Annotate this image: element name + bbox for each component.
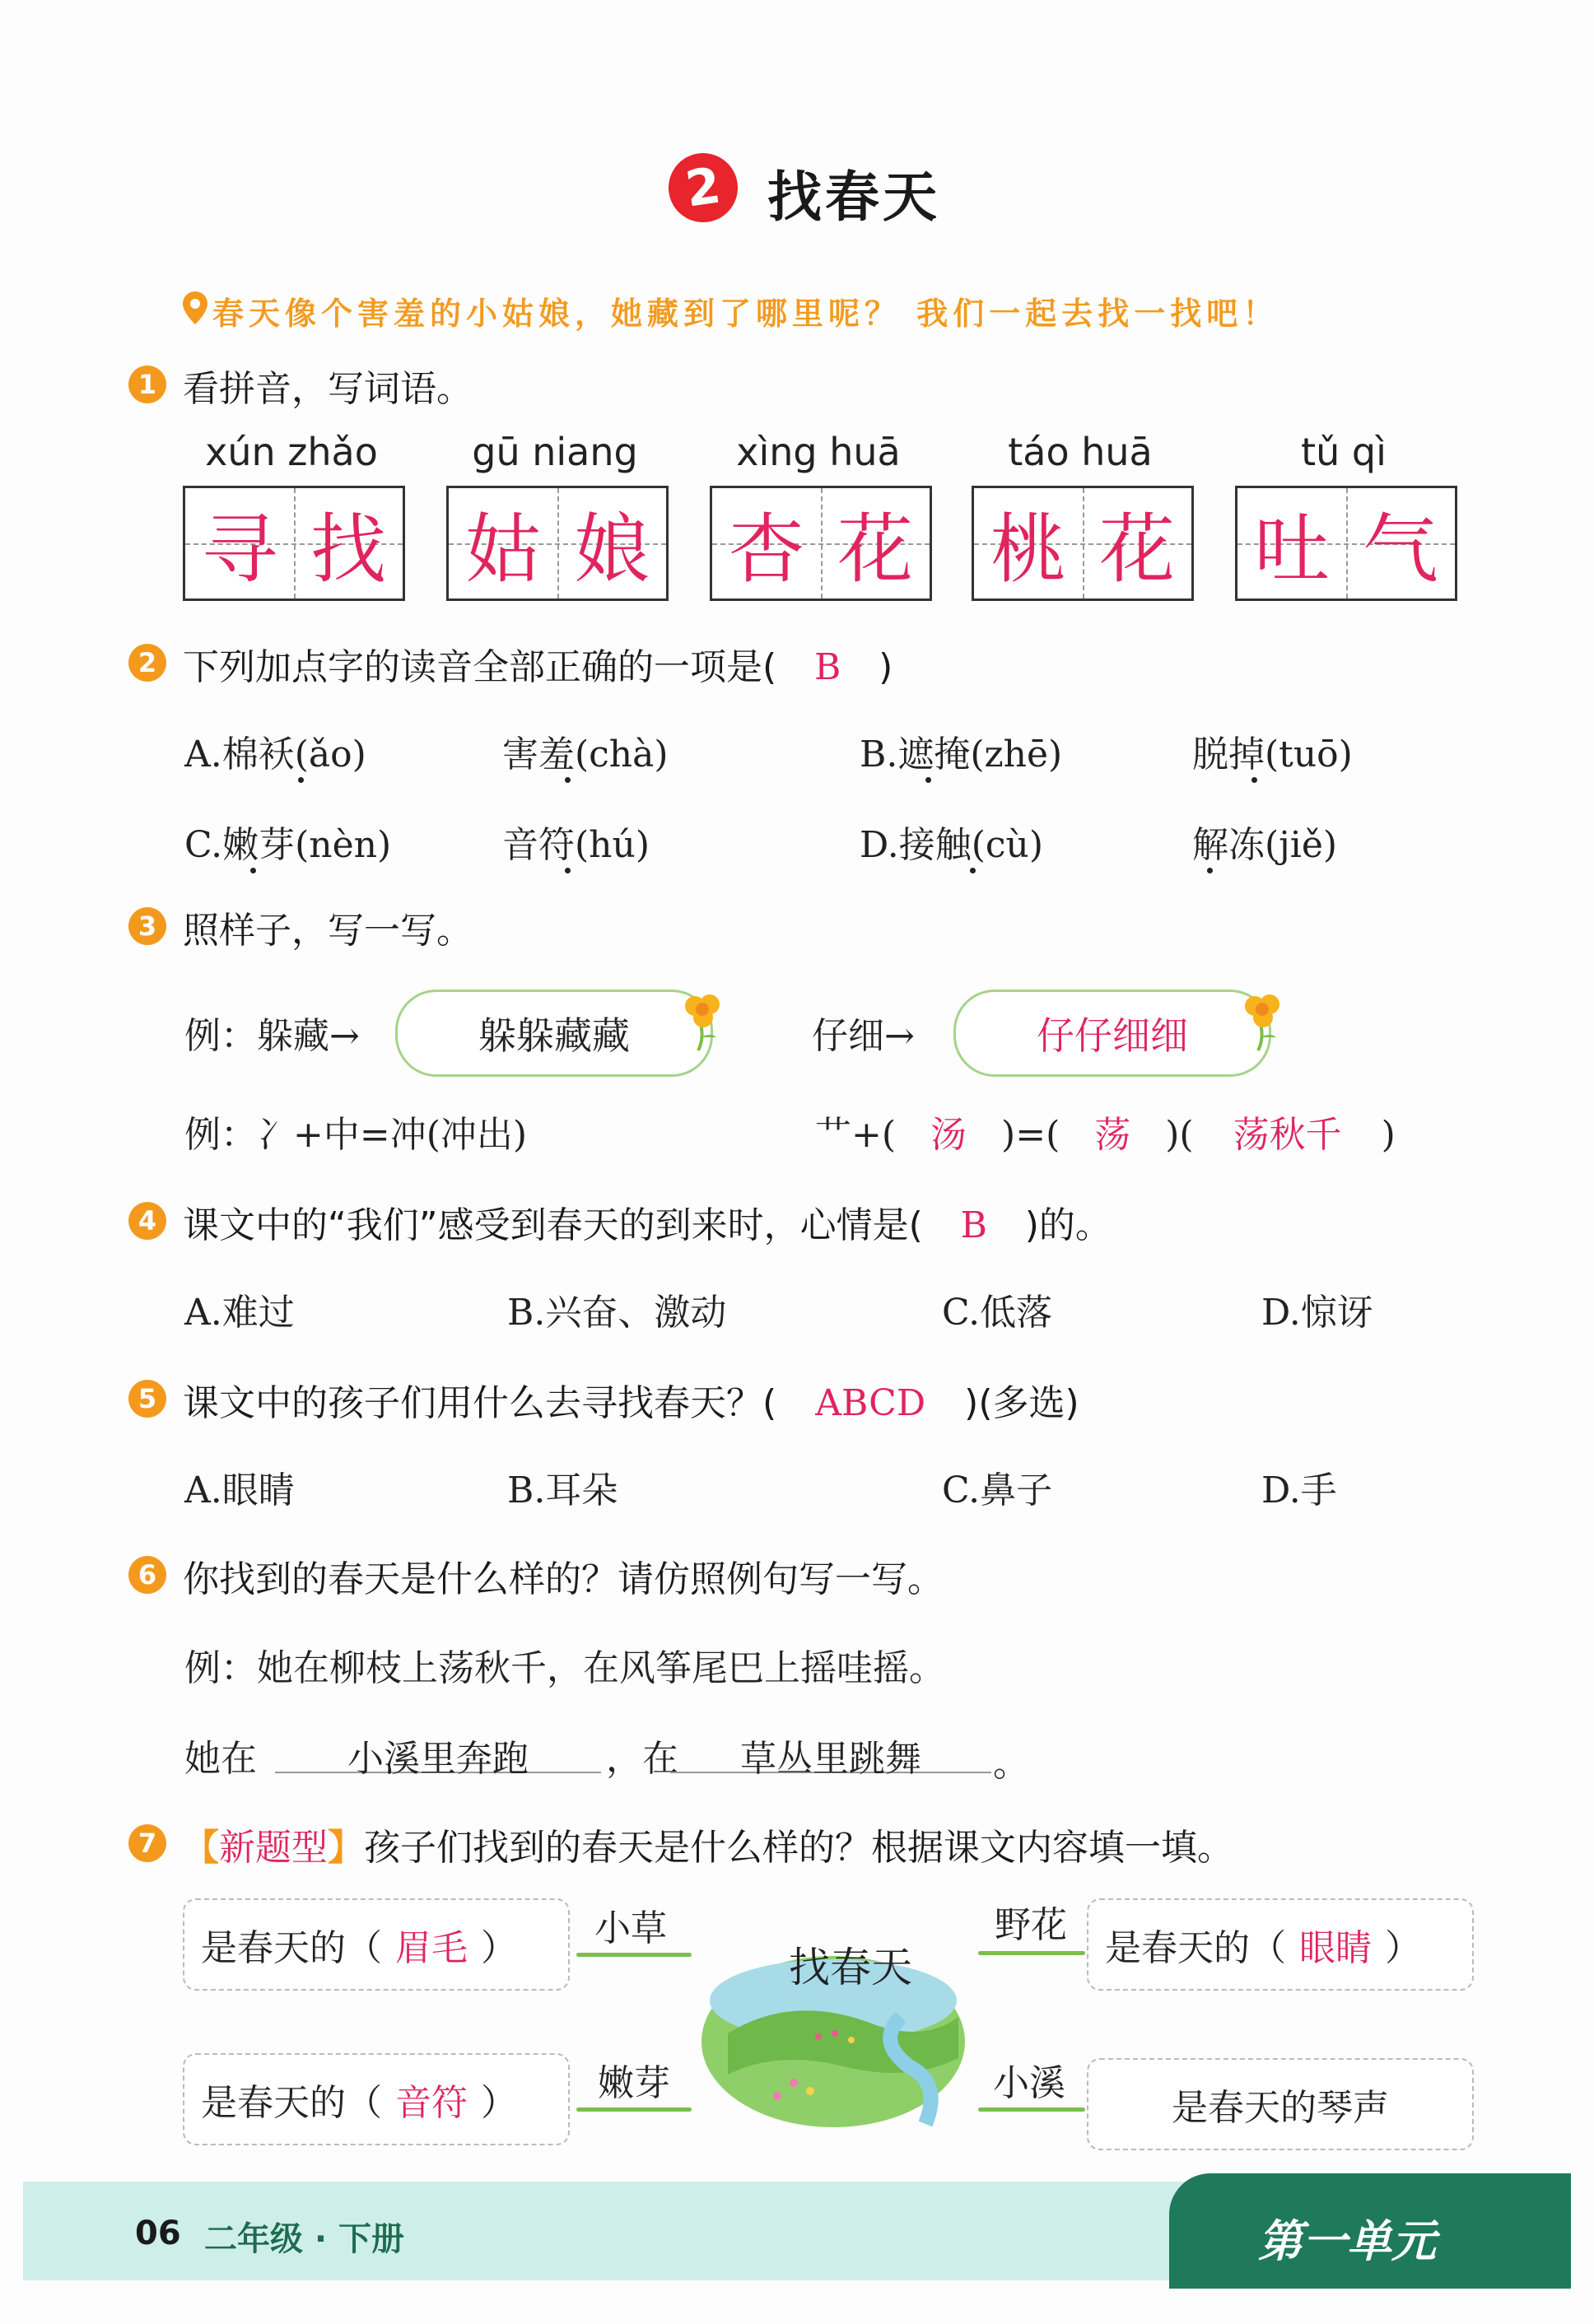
question-text-after: ) [879,646,893,688]
answer-character: 气 [1362,505,1438,594]
question-number: 2 [128,644,166,682]
question-number: 7 [128,1824,166,1862]
question-text: 你找到的春天是什么样的？请仿照例句写一写。 [183,1558,944,1600]
tag-bracket-open: 【 [183,1827,219,1869]
new-type-tag: 新题型 [219,1827,328,1869]
answer-character: 杏 [728,505,804,594]
box-suffix: ） [481,1927,517,1969]
item2-mid: )( [1165,1114,1194,1156]
answer-character: 娘 [573,505,650,594]
branch-label: 嫩芽 [598,2062,670,2104]
emphasis-dot [1251,777,1257,783]
lesson-title: 找春天 [767,165,940,229]
answer-text: 荡 [1094,1114,1131,1156]
tag-bracket-close: 】 [328,1827,364,1869]
pinyin-label: xún zhǎo [205,430,378,474]
option: D.接触(cù) [860,824,1044,866]
box-prefix: 是春天的（ [1105,1927,1286,1969]
writing-grid-box [183,486,405,601]
item2-mid: )=( [1001,1114,1060,1156]
flower-icon [1235,988,1293,1054]
option: A.难过 [184,1292,295,1334]
example-text: 例：冫+中=冲(冲出) [184,1114,528,1156]
branch-label: 小溪 [993,2062,1065,2104]
answer-character: 找 [310,505,386,594]
answer-text: 眼睛 [1299,1927,1372,1969]
question-text [183,1818,1233,1870]
branch-line [576,2107,692,2112]
answer-text: 草丛里跳舞 [740,1738,921,1780]
question-text [183,1195,1112,1248]
item2-line [815,1105,1396,1157]
emphasis-dot [970,868,976,873]
example-answer-pill: 躲躲藏藏 [395,990,713,1077]
writing-grid-box [1235,486,1457,601]
answer-character: 桃 [990,505,1066,594]
pinyin-label: gū niang [472,430,638,474]
writing-grid-box [446,486,669,601]
option: C.低落 [942,1292,1053,1334]
center-title: 找春天 [789,1944,912,1991]
box-suffix: ） [1385,1927,1421,1969]
option: C.鼻子 [942,1469,1053,1511]
item2-prefix: 艹+( [815,1114,897,1156]
question-text-after: )的。 [1024,1204,1112,1246]
fill-box [183,2053,570,2145]
question-text: 看拼音，写词语。 [183,368,473,410]
question-text-before: 课文中的“我们”感受到春天的到来时，心情是( [183,1204,923,1246]
intro-text: 春天像个害羞的小姑娘，她藏到了哪里呢？ 我们一起去找一找吧！ [212,296,1279,332]
branch-label: 小草 [594,1907,667,1949]
grade-label: 二年级 · 下册 [204,2220,405,2258]
question-text-before: 课文中的孩子们用什么去寻找春天？( [183,1382,777,1424]
option: 解冻(jiě) [1192,824,1338,866]
option: 脱掉(tuō) [1192,734,1353,775]
option: D.手 [1261,1469,1337,1511]
fill-box [1087,1898,1474,1991]
question-text [183,1373,1079,1426]
branch-line [978,2107,1085,2112]
emphasis-dot [250,868,256,873]
answer-text: 眉毛 [395,1927,468,1969]
emphasis-dot [925,777,931,783]
unit-label: 第一单元 [1258,2215,1436,2267]
writing-grid-box [710,486,932,601]
example-sentence: 例：她在柳枝上荡秋千，在风筝尾巴上摇哇摇。 [184,1647,945,1689]
question-text-before: 下列加点字的读音全部正确的一项是( [183,646,777,688]
answer-text: 汤 [930,1114,967,1156]
option: D.惊讶 [1261,1292,1373,1334]
question-text-after: )(多选) [964,1382,1079,1424]
question-text: 照样子，写一写。 [183,910,473,952]
writing-grid-box [972,486,1194,601]
item-label: 仔细→ [812,1015,915,1057]
answer-text: B [814,646,841,688]
question-number: 6 [128,1556,166,1594]
option: A.棉袄(ǎo) [184,734,366,775]
option: C.嫩芽(nèn) [184,824,392,866]
answer-text: ABCD [815,1382,926,1424]
question-text [183,637,893,690]
item2-end: ) [1381,1114,1396,1156]
emphasis-dot [565,777,571,783]
answer-text: 小溪里奔跑 [347,1738,529,1780]
sentence-mid: ，在 [606,1738,678,1780]
location-pin-icon [181,290,209,326]
fill-box [183,1898,570,1991]
answer-text: B [960,1204,987,1246]
question-number: 5 [128,1380,166,1418]
emphasis-dot [565,868,571,873]
answer-character: 吐 [1253,505,1330,594]
answer-text: 荡秋千 [1233,1114,1342,1156]
answer-pill: 仔仔细细 [953,990,1271,1077]
fill-box: 是春天的琴声 [1087,2058,1474,2150]
branch-label: 野花 [995,1904,1067,1946]
branch-line [576,1953,692,1957]
pinyin-label: xìng huā [736,430,901,474]
flower-icon [675,988,733,1054]
question-text-main: 孩子们找到的春天是什么样的？根据课文内容填一填。 [364,1827,1233,1869]
answer-character: 花 [837,505,913,594]
option: 音符(hú) [502,824,650,866]
box-prefix: 是春天的（ [201,2082,382,2124]
pinyin-label: tǔ qì [1301,430,1387,474]
page-number: 06 [135,2215,181,2252]
option: B.耳朵 [507,1469,618,1511]
sentence-start: 她在 [184,1738,257,1780]
option: B.兴奋、激动 [507,1292,727,1334]
emphasis-dot [1207,868,1213,873]
box-prefix: 是春天的（ [201,1927,382,1969]
box-suffix: ） [481,2082,517,2124]
answer-text: 音符 [395,2082,468,2124]
emphasis-dot [298,777,304,783]
answer-character: 寻 [201,505,277,594]
answer-character: 姑 [464,505,541,594]
sentence-end: 。 [993,1743,1029,1785]
example-label: 例：躲藏→ [184,1015,360,1057]
question-number: 1 [128,366,166,403]
option: B.遮掩(zhē) [860,734,1063,775]
option: 害羞(chà) [502,734,669,775]
answer-character: 花 [1098,505,1175,594]
option: A.眼睛 [184,1469,295,1511]
pinyin-label: táo huā [1008,430,1153,474]
question-number: 3 [128,907,166,945]
branch-line [978,1951,1085,1955]
question-number: 4 [128,1202,166,1240]
lesson-number-badge: 2 [664,149,743,227]
